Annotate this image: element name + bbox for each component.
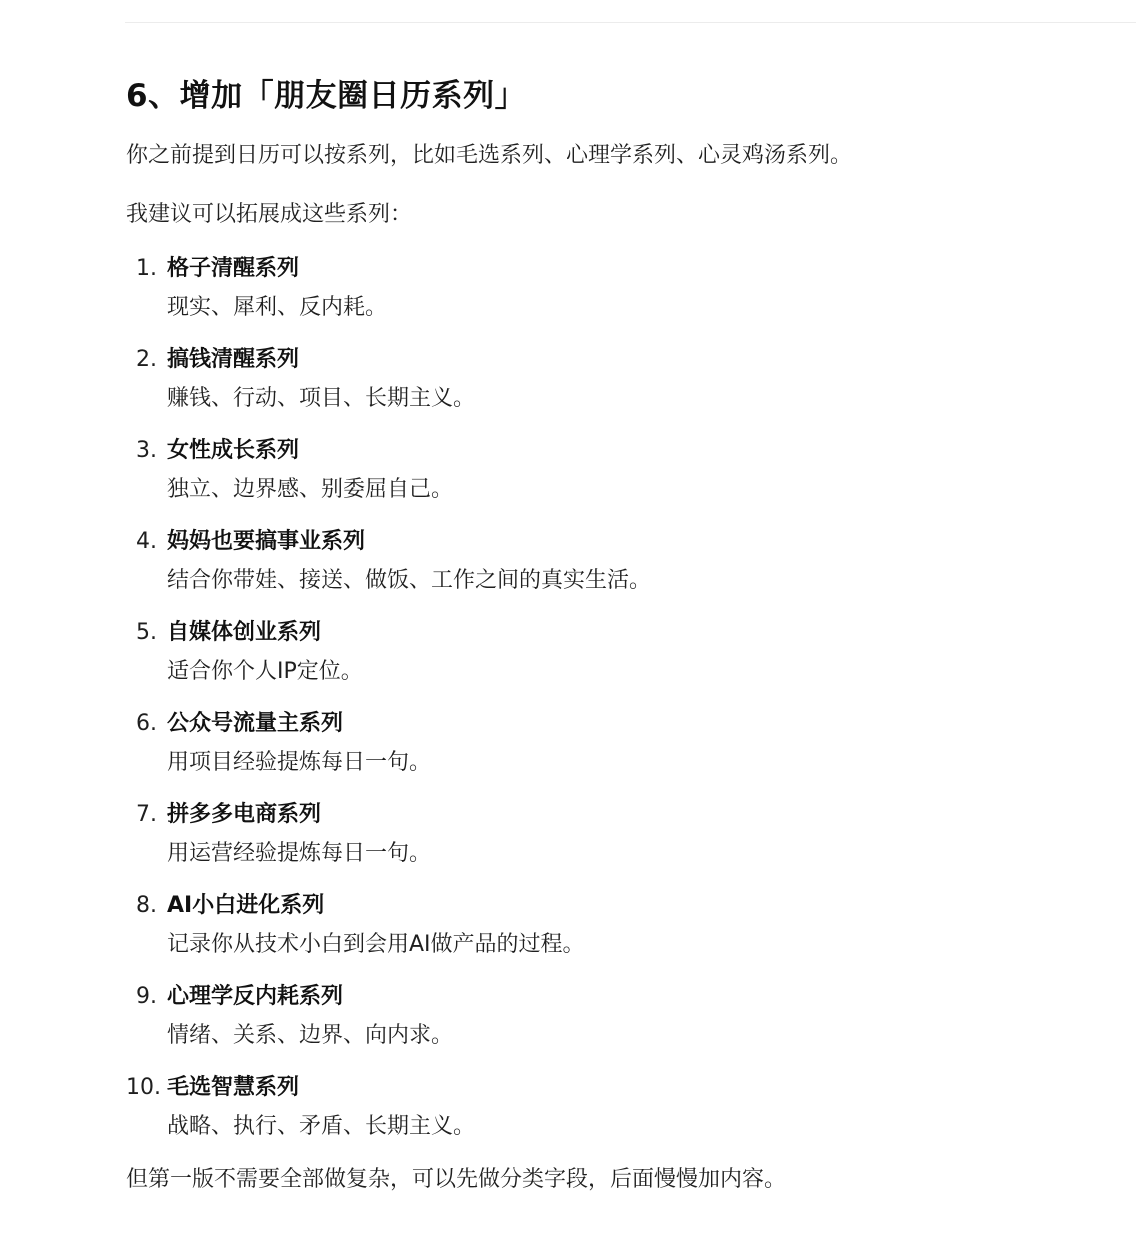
list-item [126, 522, 1106, 600]
list-item-number: 5. [136, 620, 157, 645]
list-item [126, 704, 1106, 782]
list-item-number: 8. [136, 893, 157, 918]
list-item-title: 自媒体创业系列 [167, 620, 322, 645]
list-item-title: 搞钱清醒系列 [167, 347, 300, 372]
list-item-number: 1. [136, 256, 157, 281]
list-item-description: 用项目经验提炼每日一句。 [167, 750, 432, 775]
list-item-number: 10. [126, 1075, 161, 1100]
list-item-title: AI小白进化系列 [167, 893, 325, 918]
series-list [126, 249, 1106, 1146]
list-item-title: 拼多多电商系列 [167, 802, 322, 827]
list-item-title: 格子清醒系列 [167, 256, 300, 281]
list-item-description: 用运营经验提炼每日一句。 [167, 841, 432, 866]
list-item-title: 妈妈也要搞事业系列 [167, 529, 366, 554]
list-item-title: 女性成长系列 [167, 438, 300, 463]
list-item [126, 249, 1106, 327]
list-item [126, 795, 1106, 873]
lead-paragraph: 我建议可以拓展成这些系列： [126, 202, 413, 227]
list-item-description: 结合你带娃、接送、做饭、工作之间的真实生活。 [167, 568, 652, 593]
list-item-description: 现实、犀利、反内耗。 [167, 295, 388, 320]
list-item-description: 赚钱、行动、项目、长期主义。 [167, 386, 476, 411]
list-item-title: 心理学反内耗系列 [167, 984, 344, 1009]
list-item [126, 1068, 1106, 1146]
list-item [126, 886, 1106, 964]
list-item-description: 记录你从技术小白到会用AI做产品的过程。 [167, 932, 585, 957]
list-item-title: 毛选智慧系列 [167, 1075, 300, 1100]
list-item-number: 3. [136, 438, 157, 463]
list-item [126, 613, 1106, 691]
list-item-number: 7. [136, 802, 157, 827]
list-item-description: 情绪、关系、边界、向内求。 [167, 1023, 454, 1048]
list-item-description: 战略、执行、矛盾、长期主义。 [167, 1114, 476, 1139]
message-content [126, 70, 1106, 1200]
list-item-description: 独立、边界感、别委屈自己。 [167, 477, 454, 502]
list-item-number: 6. [136, 711, 157, 736]
top-divider [125, 22, 1136, 23]
list-item-title: 公众号流量主系列 [167, 711, 344, 736]
list-item [126, 340, 1106, 418]
list-item-number: 4. [136, 529, 157, 554]
list-item-number: 9. [136, 984, 157, 1009]
closing-paragraph: 但第一版不需要全部做复杂，可以先做分类字段，后面慢慢加内容。 [126, 1167, 787, 1192]
list-item-description: 适合你个人IP定位。 [167, 659, 363, 684]
list-item [126, 431, 1106, 509]
list-item [126, 977, 1106, 1055]
section-heading: 6、增加「朋友圈日历系列」 [126, 78, 527, 114]
intro-paragraph: 你之前提到日历可以按系列，比如毛选系列、心理学系列、心灵鸡汤系列。 [126, 143, 853, 168]
list-item-number: 2. [136, 347, 157, 372]
